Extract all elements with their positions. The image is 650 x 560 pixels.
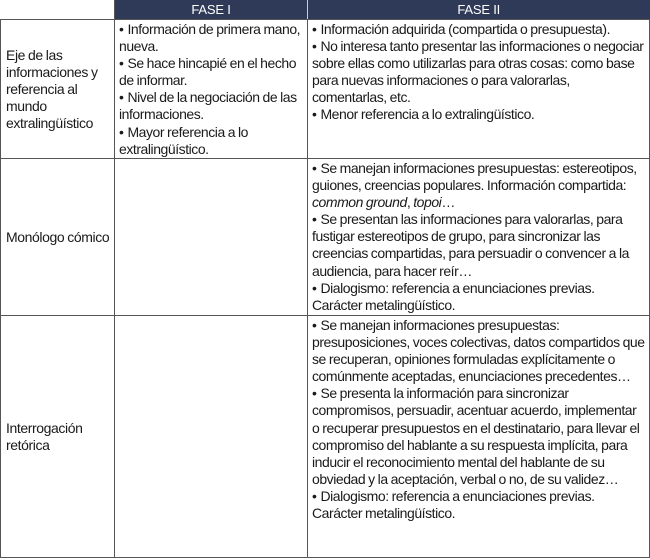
list-item: • Se hace hincapié en el hecho de informar. bbox=[119, 55, 304, 89]
row-label: Monólogo cómico bbox=[1, 159, 115, 316]
table-row bbox=[1, 316, 650, 558]
list-item bbox=[312, 160, 646, 211]
table-row bbox=[1, 20, 650, 159]
list-item: • No interesa tanto presentar las informaciones o negociar sobre ellas como utilizarlas para otras cosas: como base para nuevas informaciones o para valorarlas, comentarlas, etc. bbox=[312, 38, 646, 106]
italic-term: topoi bbox=[413, 194, 442, 211]
separator: , bbox=[406, 194, 414, 211]
list-item: • Mayor referencia a lo extralingüístico. bbox=[119, 124, 304, 158]
list-item: • Se presenta la información para sincronizar compromisos, persuadir, acentuar acuerdo, implementar o recuperar presupuestos en el destinatario, para llevar el compromiso del hablante a su respuesta implícita, para inducir el reconocimiento mental del hablante de su obviedad y la aceptación, verbal o no, de su validez… bbox=[312, 385, 646, 488]
header-fase-1: FASE I bbox=[115, 0, 308, 20]
list-item: • Información de primera mano, nueva. bbox=[119, 21, 304, 55]
list-item: • Dialogismo: referencia a enunciaciones previas. Carácter metalingüístico. bbox=[312, 488, 646, 522]
table-row bbox=[1, 159, 650, 316]
list-item: • Se manejan informaciones presupuestas: presuposiciones, voces colectivas, datos compartidos que se recuperan, opiniones formuladas explícitamente o comúnmente aceptadas, enunciaciones precedentes… bbox=[312, 317, 646, 385]
fase-1-cell bbox=[115, 159, 308, 316]
ellipsis: … bbox=[441, 194, 455, 211]
corner-cell bbox=[1, 0, 115, 20]
header-row bbox=[1, 0, 650, 20]
list-item: • Dialogismo: referencia a enunciaciones previas. Carácter metalingüístico. bbox=[312, 280, 646, 314]
fase-1-cell bbox=[115, 316, 308, 558]
header-fase-2: FASE II bbox=[308, 0, 650, 20]
fase-2-cell bbox=[308, 159, 650, 316]
fase-2-cell bbox=[308, 20, 650, 159]
fase-2-cell bbox=[308, 316, 650, 558]
list-item: • Menor referencia a lo extralingüístico. bbox=[312, 106, 646, 123]
list-item-text: Se manejan informaciones presupuestas: estereotipos, guiones, creencias populares. Información compartida: bbox=[312, 160, 637, 194]
italic-term: common ground bbox=[312, 194, 407, 211]
list-item: • Se presentan las informaciones para valorarlas, para fustigar estereotipos de grupo, para sincronizar las creencias compartidas, para persuadir o convencer a la audiencia, para hacer reír… bbox=[312, 211, 646, 279]
row-label: Eje de las informaciones y referencia al mundo extralingüístico bbox=[1, 20, 115, 159]
list-item: • Nivel de la negociación de las informaciones. bbox=[119, 89, 304, 123]
row-label: Interrogación retórica bbox=[1, 316, 115, 558]
fase-1-cell bbox=[115, 20, 308, 159]
list-item: • Información adquirida (compartida o presupuesta). bbox=[312, 21, 646, 38]
